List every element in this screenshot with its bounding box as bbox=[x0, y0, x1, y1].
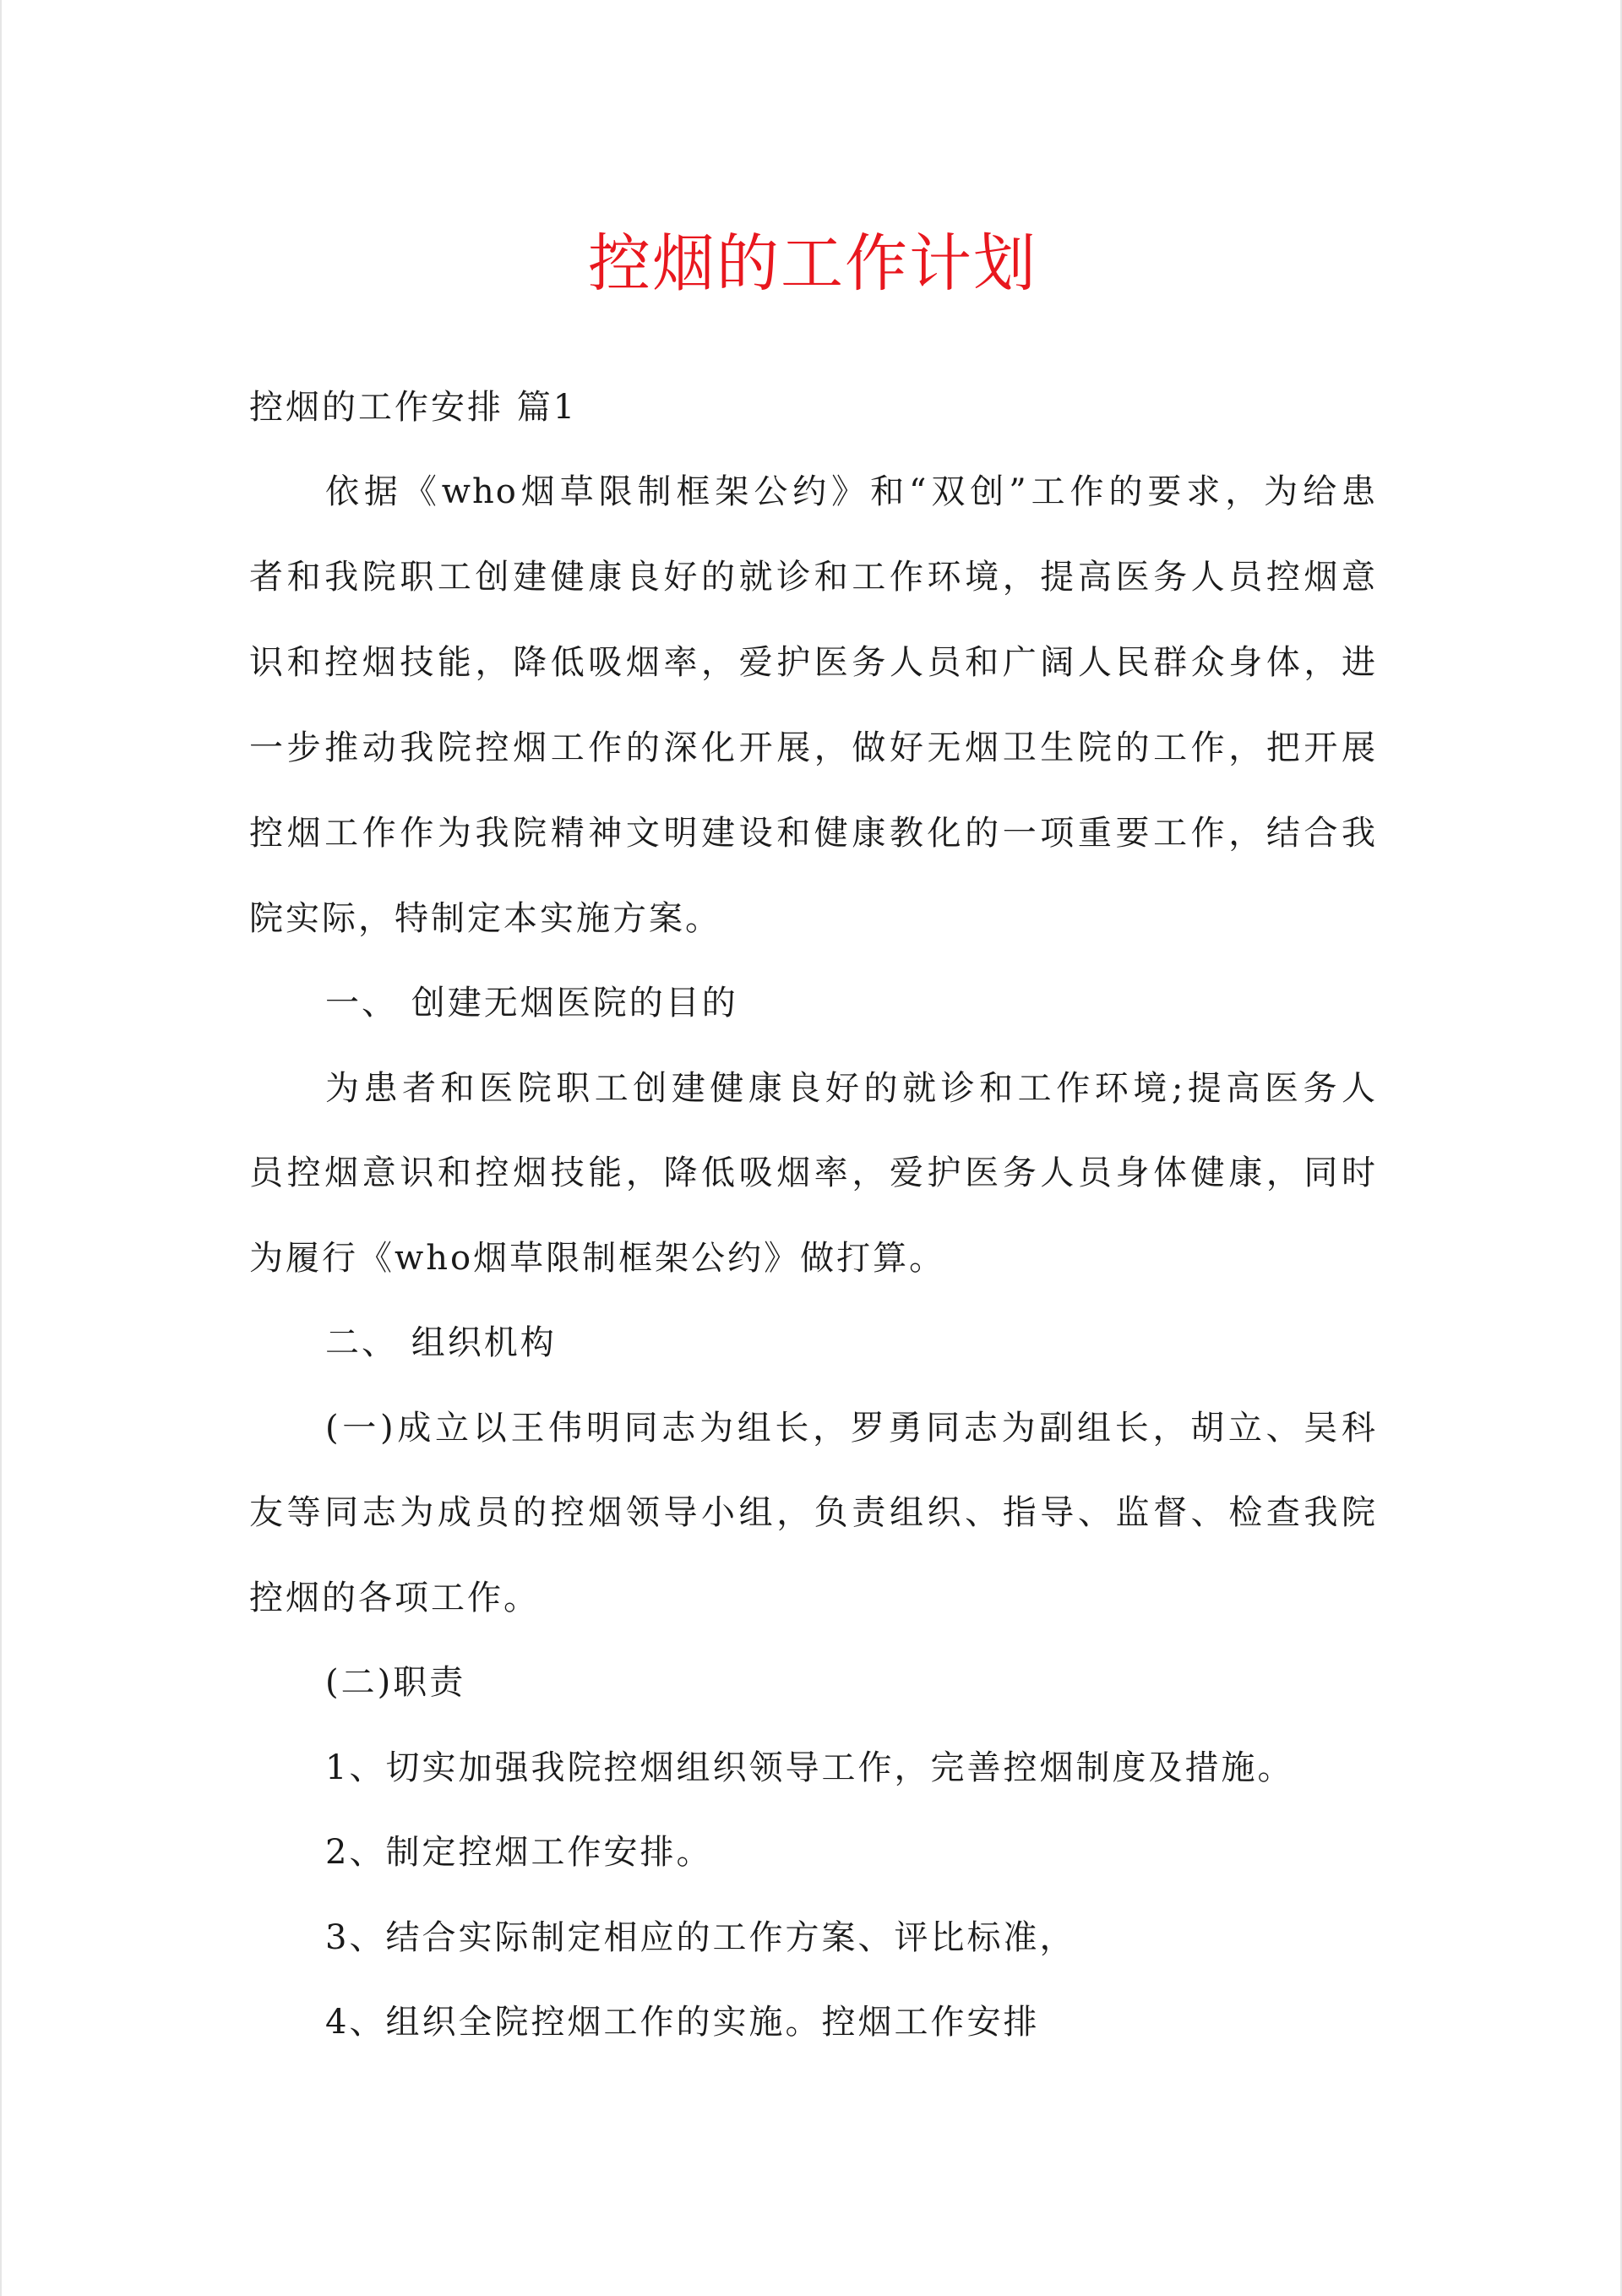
paragraph-line: 控烟的各项工作。 bbox=[249, 1579, 540, 1617]
paragraph-line: 一步推动我院控烟工作的深化开展，做好无烟卫生院的工作，把开展 bbox=[249, 728, 1377, 767]
paragraph-line: 控烟工作作为我院精神文明建设和健康教化的一项重要工作，结合我 bbox=[249, 814, 1377, 853]
paragraph-line: 员控烟意识和控烟技能，降低吸烟率，爱护医务人员身体健康，同时 bbox=[249, 1153, 1377, 1192]
paragraph-line: 者和我院职工创建健康良好的就诊和工作环境，提高医务人员控烟意 bbox=[249, 558, 1377, 597]
section-heading: 一、 创建无烟医院的目的 bbox=[325, 984, 738, 1023]
paragraph-line: 友等同志为成员的控烟领导小组，负责组织、指导、监督、检查我院 bbox=[249, 1493, 1377, 1532]
list-item: 4、组织全院控烟工作的实施。控烟工作安排 bbox=[325, 2003, 1040, 2042]
subtitle: 控烟的工作安排 篇1 bbox=[249, 388, 578, 427]
list-item: 2、制定控烟工作安排。 bbox=[325, 1833, 713, 1872]
list-item: 1、切实加强我院控烟组织领导工作，完善控烟制度及措施。 bbox=[325, 1748, 1294, 1787]
paragraph-line: 依据《who烟草限制框架公约》和“双创”工作的要求，为给患 bbox=[325, 472, 1377, 511]
section-heading: 二、 组织机构 bbox=[325, 1323, 557, 1362]
paragraph-line: 院实际，特制定本实施方案。 bbox=[249, 899, 721, 938]
paragraph-line: 为患者和医院职工创建健康良好的就诊和工作环境;提高医务人 bbox=[325, 1069, 1377, 1108]
paragraph-line: 识和控烟技能，降低吸烟率，爱护医务人员和广阔人民群众身体，进 bbox=[249, 643, 1377, 682]
document-title: 控烟的工作计划 bbox=[588, 227, 1037, 300]
paragraph-line: 为履行《who烟草限制框架公约》做打算。 bbox=[249, 1239, 946, 1278]
list-item: 3、结合实际制定相应的工作方案、评比标准， bbox=[325, 1918, 1076, 1957]
paragraph-line: (一)成立以王伟明同志为组长，罗勇同志为副组长，胡立、吴科 bbox=[325, 1409, 1377, 1448]
duties-heading: (二)职责 bbox=[325, 1663, 466, 1702]
